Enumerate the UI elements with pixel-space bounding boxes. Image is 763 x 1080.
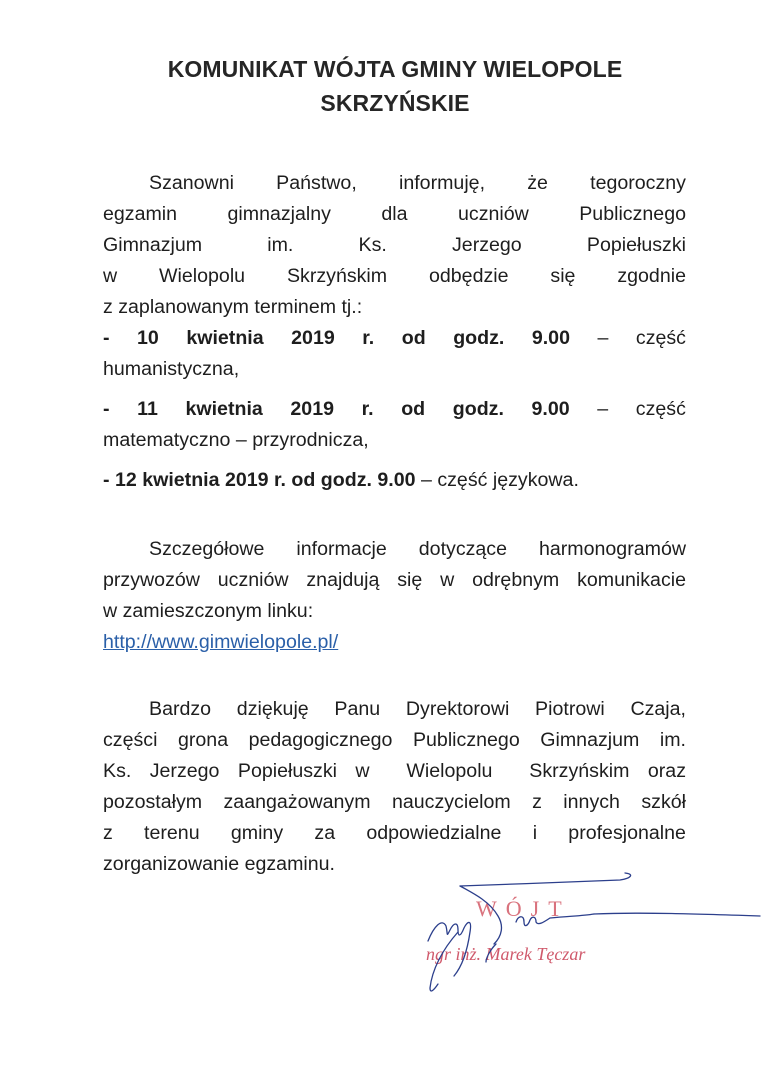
schedule-item-2 <box>103 394 686 456</box>
word: w <box>103 265 118 287</box>
word: za <box>314 822 336 844</box>
word: kwietnia <box>186 327 264 349</box>
details-paragraph <box>103 534 686 658</box>
thanks-line-1: Bardzo dziękuję Panu Dyrektorowi Piotrowi Czaja, <box>149 698 686 720</box>
word: od <box>401 398 426 420</box>
school-website-link[interactable]: http://www.gimwielopole.pl/ <box>103 631 339 653</box>
stamp-name: ngr inż. Marek Tęczar <box>426 944 586 964</box>
word: gimnazjalny <box>227 203 331 225</box>
schedule-item-1 <box>103 323 686 385</box>
schedule-item-3-bold: - 12 kwietnia 2019 r. od godz. 9.00 <box>103 469 416 491</box>
schedule-item-3 <box>103 465 686 496</box>
thanks-paragraph <box>103 694 686 880</box>
handwritten-signature <box>420 866 763 996</box>
word: gminy <box>230 822 284 844</box>
word: Publicznego <box>579 203 686 225</box>
signature-stamp <box>420 866 763 996</box>
word: zgodnie <box>617 265 686 287</box>
word: tegoroczny <box>590 172 686 194</box>
intro-line-3 <box>103 230 686 261</box>
schedule-item-2-continuation: matematyczno – przyrodnicza, <box>103 429 369 451</box>
intro-line-1 <box>103 168 686 199</box>
intro-paragraph <box>103 168 686 323</box>
word: r. <box>361 398 374 420</box>
thanks-line-6: zorganizowanie egzaminu. <box>103 853 335 875</box>
word: terenu <box>144 822 200 844</box>
stamp-title: WÓJT <box>476 896 571 921</box>
word: dla <box>381 203 408 225</box>
word: godz. <box>452 398 504 420</box>
details-line-1: Szczegółowe informacje dotyczące harmonogramów <box>149 538 686 560</box>
word: 9.00 <box>531 327 570 349</box>
exam-schedule-list <box>103 323 686 505</box>
word: im. <box>267 234 294 256</box>
word: 2019 <box>291 327 335 349</box>
word: kwietnia <box>185 398 263 420</box>
schedule-item-1-line <box>103 323 686 354</box>
word: od <box>401 327 426 349</box>
word: się <box>550 265 576 287</box>
word: i <box>532 822 538 844</box>
intro-line-2 <box>103 199 686 230</box>
word: część <box>635 398 686 420</box>
details-line-3: w zamieszczonym linku: <box>103 600 314 622</box>
thanks-line-3: Ks. Jerzego Popiełuszki w Wielopolu Skrzyńskim oraz <box>103 760 686 782</box>
word: - <box>103 398 110 420</box>
details-line-2: przywozów uczniów znajdują się w odrębnym komunikacie <box>103 569 686 591</box>
word: Wielopolu <box>159 265 246 287</box>
thanks-line-2: części grona pedagogicznego Publicznego Gimnazjum im. <box>103 729 686 751</box>
word: Ks. <box>358 234 387 256</box>
word: odpowiedzialne <box>366 822 502 844</box>
schedule-item-2-line <box>103 394 686 425</box>
intro-line-5: z zaplanowanym terminem tj.: <box>103 296 363 318</box>
word: – <box>597 327 609 349</box>
word: Gimnazjum <box>103 234 203 256</box>
word: część <box>635 327 686 349</box>
word: że <box>527 172 548 194</box>
schedule-item-3-rest: – część językowa. <box>415 469 579 491</box>
word: godz. <box>453 327 505 349</box>
word: Szanowni <box>149 172 234 194</box>
word: uczniów <box>458 203 529 225</box>
word: egzamin <box>103 203 178 225</box>
thanks-line-4: pozostałym zaangażowanym nauczycielom z innych szkół <box>103 791 686 813</box>
document-title <box>100 52 690 120</box>
word: 11 <box>137 398 158 420</box>
title-line-1: KOMUNIKAT WÓJTA GMINY WIELOPOLE <box>167 56 623 82</box>
word: Skrzyńskim <box>286 265 388 287</box>
word: odbędzie <box>428 265 509 287</box>
word: – <box>597 398 609 420</box>
thanks-line-5 <box>103 818 686 849</box>
word: Popiełuszki <box>586 234 686 256</box>
schedule-item-1-continuation: humanistyczna, <box>103 358 240 380</box>
word: Państwo, <box>276 172 357 194</box>
title-line-2: SKRZYŃSKIE <box>320 90 470 116</box>
word: z <box>103 822 113 844</box>
word: 10 <box>137 327 159 349</box>
word: r. <box>362 327 375 349</box>
word: informuję, <box>398 172 486 194</box>
word: profesjonalne <box>568 822 686 844</box>
word: 9.00 <box>531 398 570 420</box>
word: Jerzego <box>452 234 522 256</box>
intro-line-4 <box>103 261 686 292</box>
word: - <box>103 327 110 349</box>
word: 2019 <box>290 398 334 420</box>
